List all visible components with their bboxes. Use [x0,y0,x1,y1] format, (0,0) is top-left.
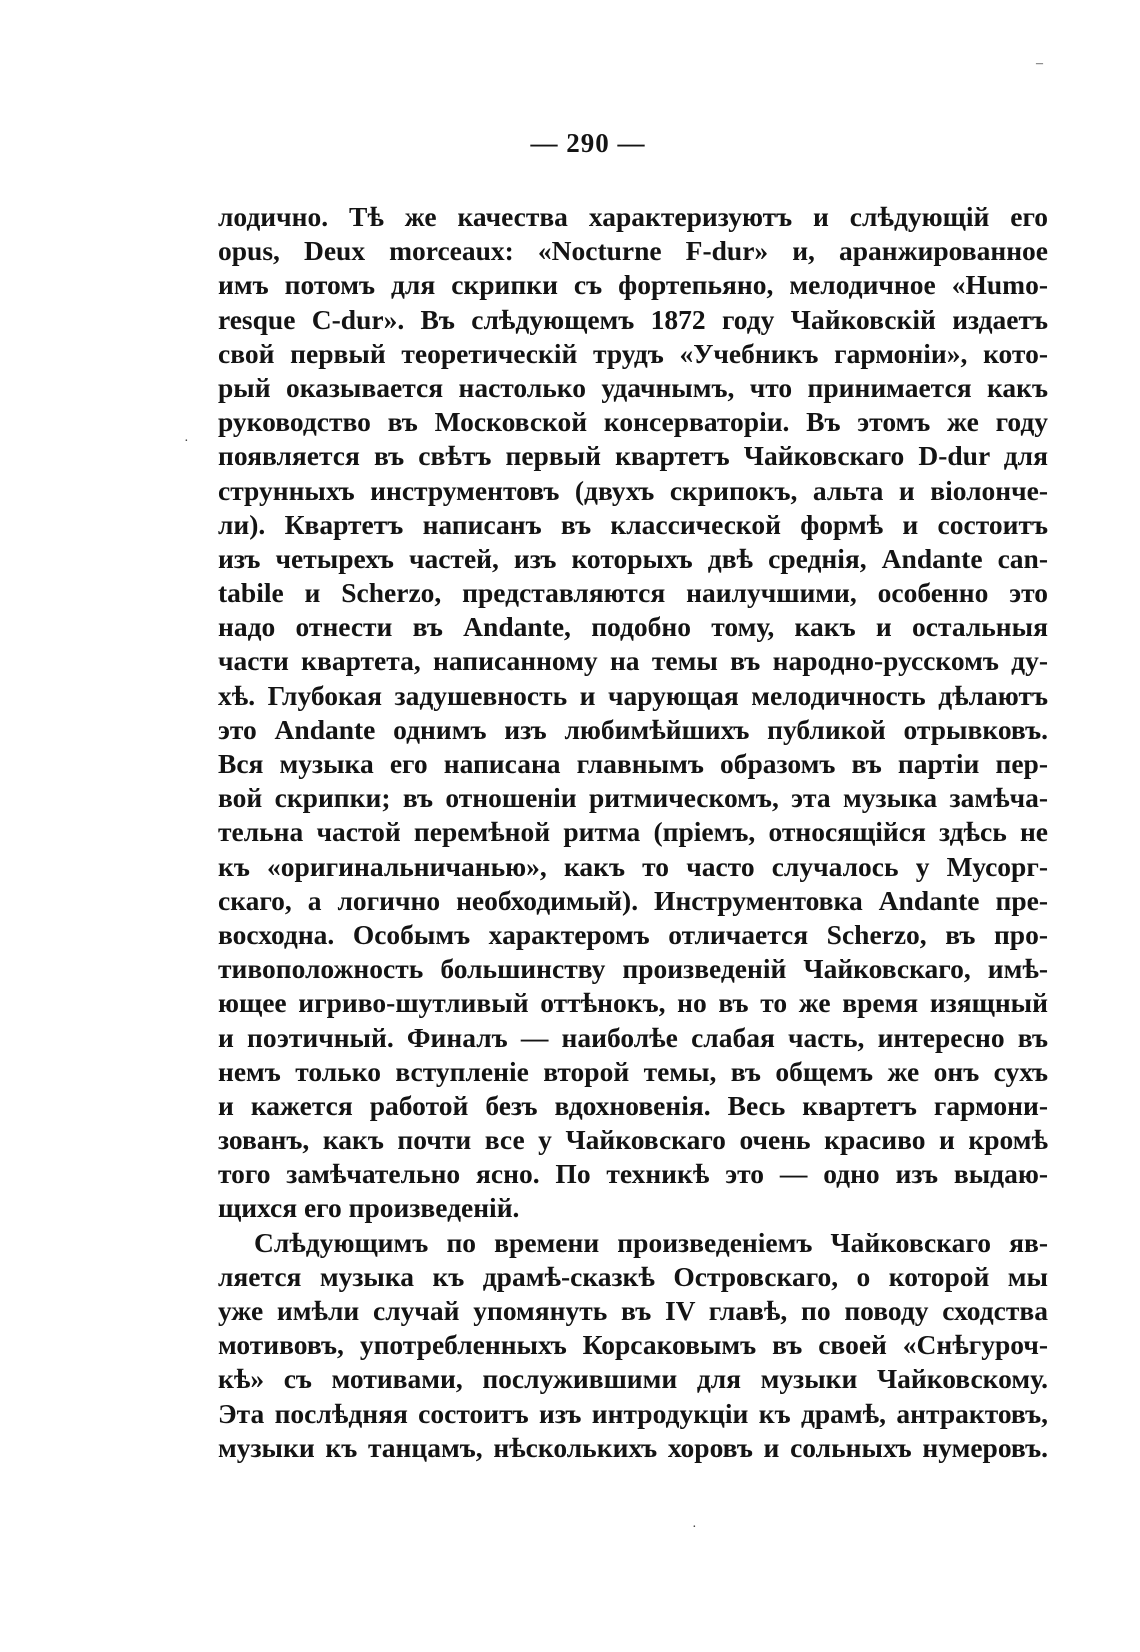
text-line: зованъ, какъ почти все у Чайковскаго очень красиво и кромѣ [218,1124,1048,1156]
text-line: кѣ» съ мотивами, послужившими для музыки Чайковскому. [218,1363,1048,1395]
text-line: скаго, а логично необходимый). Инструментовка Andante пре- [218,884,1048,916]
text-line: того замѣчательно ясно. По техникѣ это — одно изъ выдаю- [218,1158,1048,1190]
text-line: мотивовъ, употребленныхъ Корсаковымъ въ своей «Снѣгуроч- [218,1329,1048,1361]
text-line: это Andante однимъ изъ любимѣйшихъ публикой отрывковъ. [218,713,1048,745]
paragraph-2 [218,1226,1048,1465]
text-line: музыки къ танцамъ, нѣсколькихъ хоровъ и сольныхъ нумеровъ. [218,1431,1048,1463]
text-line: и поэтичный. Финалъ — наиболѣе слабая часть, интересно въ [218,1021,1048,1053]
text-line: тельна частой перемѣной ритма (пріемъ, относящійся здѣсь не [218,816,1048,848]
text-line: появляется въ свѣтъ первый квартетъ Чайковскаго D-dur для [218,440,1048,472]
text-line: уже имѣли случай упомянуть въ IV главѣ, по поводу сходства [218,1295,1048,1326]
text-line: руководство въ Московской консерваторіи. Въ этомъ же году [218,406,1048,438]
scan-speck: · [184,434,189,449]
text-line: лодично. Тѣ же качества характеризуютъ и слѣдующій его [218,201,1048,232]
text-line: Эта послѣдняя состоитъ изъ интродукціи къ драмѣ, антрактовъ, [218,1397,1048,1429]
scan-speck: ‒ [1036,56,1043,71]
text-line: свой первый теоретическій трудъ «Учебникъ гармоніи», кото- [218,337,1048,369]
body-text [218,200,1048,1465]
text-line: щихся его произведеній. [218,1192,520,1224]
text-line: ляется музыка къ драмѣ-сказкѣ Островскаго, о которой мы [218,1260,1048,1292]
text-line: струнныхъ инструментовъ (двухъ скрипокъ, альта и віолонче- [218,474,1048,506]
text-line: тивоположность большинству произведеній Чайковскаго, имѣ- [218,953,1048,985]
text-line: немъ только вступленіе второй темы, въ общемъ же онъ сухъ [218,1055,1048,1087]
text-line: надо отнести въ Andante, подобно тому, какъ и остальныя [218,611,1048,643]
text-line: части квартета, написанному на темы въ народно-русскомъ ду- [218,645,1048,677]
text-line: имъ потомъ для скрипки съ фортепьяно, мелодичное «Humo- [218,269,1048,301]
text-line: resque C-dur». Въ слѣдующемъ 1872 году Чайковскій издаетъ [218,303,1048,335]
text-line: Вся музыка его написана главнымъ образомъ въ партіи пер- [218,748,1048,779]
text-line: восходна. Особымъ характеромъ отличается Scherzo, въ про- [218,918,1048,950]
text-line: opus, Deux morceaux: «Nocturne F-dur» и, аранжированное [218,235,1048,267]
page-number: — 290 — [530,128,646,158]
text-line: изъ четырехъ частей, изъ которыхъ двѣ среднія, Andante can- [218,542,1048,574]
text-line: и кажется работой безъ вдохновенія. Весь квартетъ гармони- [218,1089,1048,1121]
paragraph-1 [218,200,1048,1226]
text-line: tabile и Scherzo, представляются наилучшими, особенно это [218,577,1048,609]
text-line: рый оказывается настолько удачнымъ, что принимается какъ [218,371,1048,403]
text-line: ющее игриво-шутливый оттѣнокъ, но въ то же время изящный [218,987,1048,1019]
text-line: ли). Квартетъ написанъ въ классической формѣ и состоитъ [218,508,1048,540]
text-line: хѣ. Глубокая задушевность и чарующая мелодичность дѣлаютъ [218,679,1048,711]
text-line: Слѣдующимъ по времени произведеніемъ Чайковскаго яв- [254,1226,1048,1258]
text-line: вой скрипки; въ отношеніи ритмическомъ, эта музыка замѣча- [218,782,1048,814]
scan-speck: · [692,1520,697,1535]
text-line: къ «оригинальничанью», какъ то часто случалось у Мусорг- [218,850,1048,882]
